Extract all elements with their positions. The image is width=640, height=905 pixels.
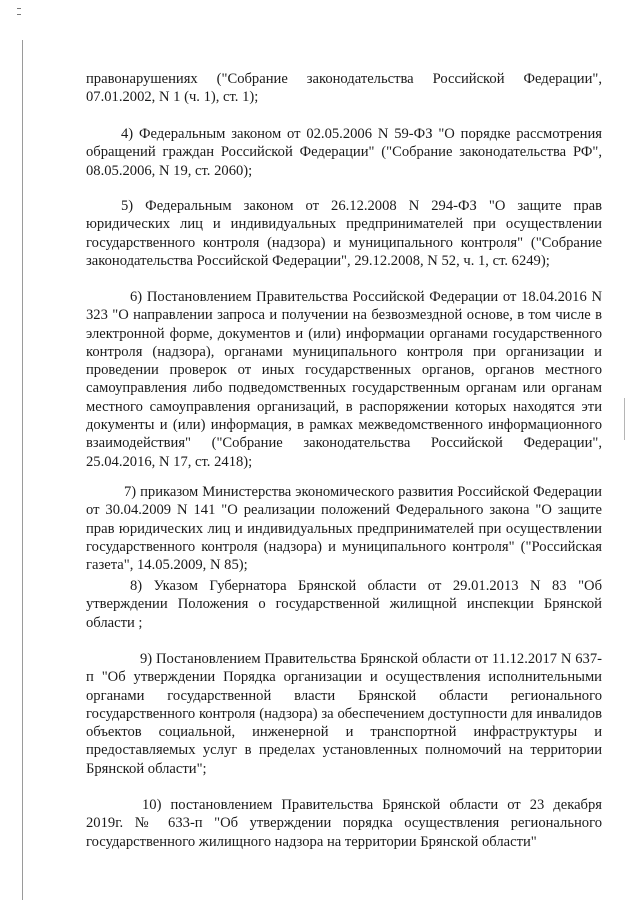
scan-tick-mark (17, 14, 21, 15)
scan-tick-mark (17, 8, 21, 9)
paragraph-item-6: 6) Постановлением Правительства Российской Федерации от 18.04.2016 N 323 "О направлении запроса и получении на безвозмездной основе, в том числе в электронной форме, документов и (или) информации органами государственного контроля (надзора), органами муниципального контроля при организации и проведении проверок от иных государственных органов, органов местного самоуправления либо подведомственных государственным органам или органам местного самоуправления организаций, в распоряжении которых находятся эти документы и (или) информация, в рамках межведомственного информационного взаимодействия" ("Собрание законодательства Российской Федерации", 25.04.2016, N 17, ст. 2418); (86, 289, 602, 470)
paragraph-3-tail: правонарушениях ("Собрание законодательства Российской Федерации", 07.01.2002, N 1 (ч. 1), ст. 1); (86, 71, 602, 106)
paragraph-item-10: 10) постановлением Правительства Брянской области от 23 декабря 2019г. № 633-п "Об утверждении порядка осуществления регионального государственного жилищного надзора на территории Брянской области" (86, 797, 602, 850)
scan-edge-mark (624, 398, 625, 440)
paragraph-item-5: 5) Федеральным законом от 26.12.2008 N 294-ФЗ "О защите прав юридических лиц и индивидуальных предпринимателей при осуществлении государственного контроля (надзора) и муниципального контроля" ("Собрание законодательства Российской Федерации", 29.12.2008, N 52, ч. 1, ст. 6249); (86, 198, 602, 269)
paragraph-item-4: 4) Федеральным законом от 02.05.2006 N 59-ФЗ "О порядке рассмотрения обращений граждан Российской Федерации" ("Собрание законодательства РФ", 08.05.2006, N 19, ст. 2060); (86, 126, 602, 179)
paragraph-item-8: 8) Указом Губернатора Брянской области от 29.01.2013 N 83 "Об утверждении Положения о государственной жилищной инспекции Брянской области ; (86, 578, 602, 631)
scan-margin-line (22, 40, 23, 900)
paragraph-item-7: 7) приказом Министерства экономического развития Российской Федерации от 30.04.2009 N 141 "О реализации положений Федерального закона "О защите прав юридических лиц и индивидуальных предпринимателей при осуществлении государственного контроля (надзора) и муниципального контроля" ("Российская газета", 14.05.2009, N 85); (86, 484, 602, 574)
paragraph-item-9: 9) Постановлением Правительства Брянской области от 11.12.2017 N 637-п "Об утверждении Порядка организации и осуществления исполнительными органами государственной власти Брянской области регионального государственного контроля (надзора) за обеспечением доступности для инвалидов объектов социальной, инженерной и транспортной инфраструктуры и предоставляемых услуг в пределах установленных полномочий на территории Брянской области"; (86, 651, 602, 777)
